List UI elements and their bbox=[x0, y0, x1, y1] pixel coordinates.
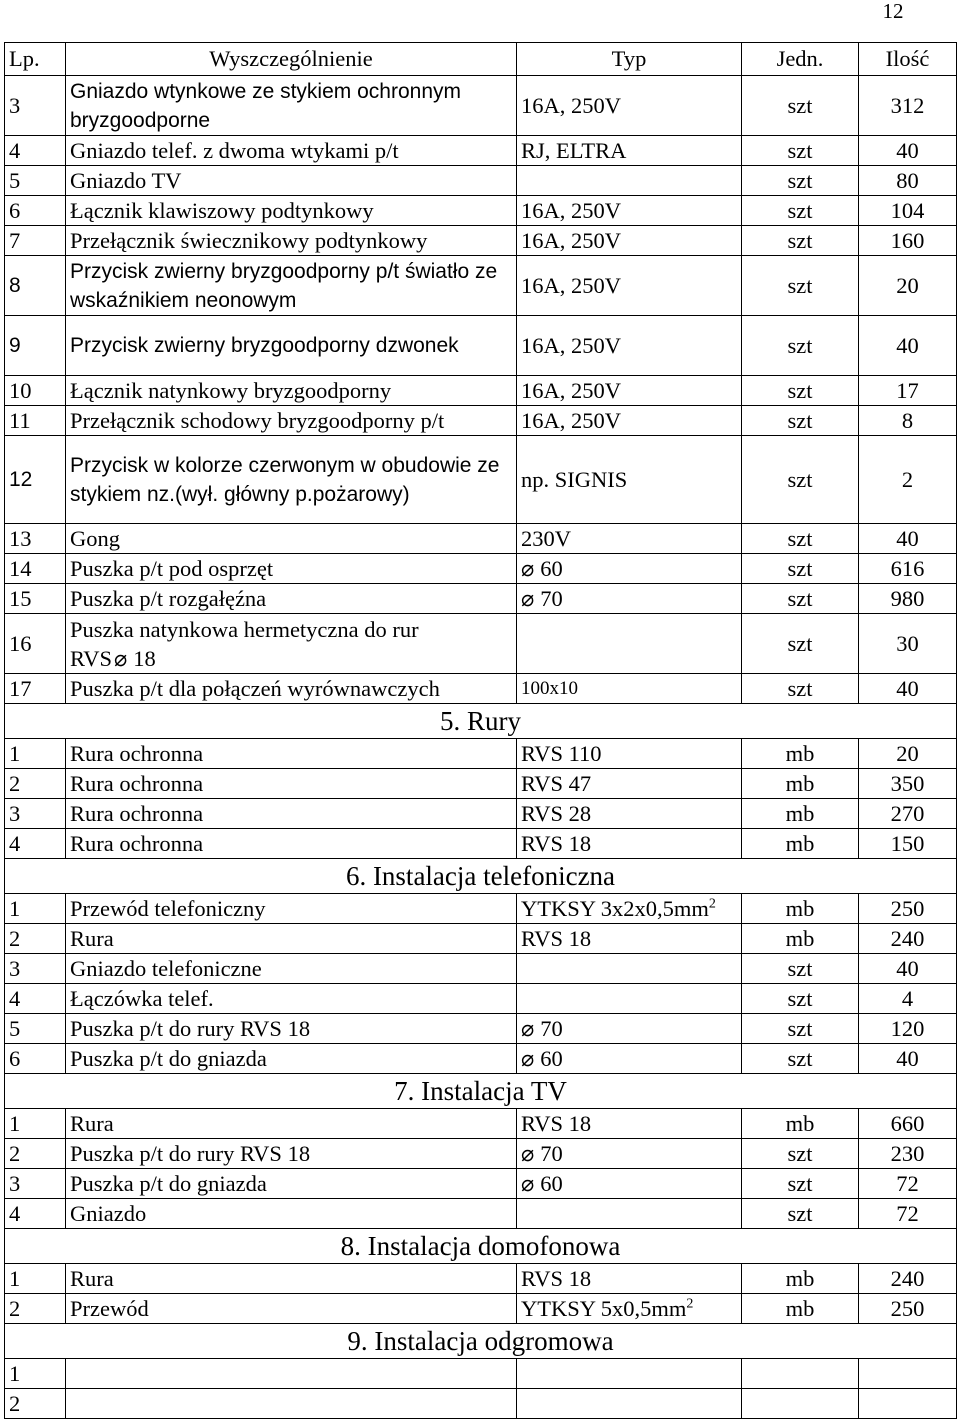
row-typ: RVS 18 bbox=[517, 829, 742, 859]
section-title: 8. Instalacja domofonowa bbox=[5, 1229, 957, 1264]
row-qty: 30 bbox=[859, 614, 957, 674]
row-qty: 8 bbox=[859, 406, 957, 436]
row-lp: 4 bbox=[5, 829, 66, 859]
row-lp: 5 bbox=[5, 166, 66, 196]
row-desc: Puszka p/t rozgałęźna bbox=[66, 584, 517, 614]
row-desc: Przewód telefoniczny bbox=[66, 894, 517, 924]
row-lp: 2 bbox=[5, 1139, 66, 1169]
diameter-icon: ⌀ bbox=[521, 1015, 535, 1041]
row-desc: Rura bbox=[66, 1264, 517, 1294]
row-desc: Puszka p/t do gniazda bbox=[66, 1169, 517, 1199]
table-row bbox=[5, 954, 957, 984]
row-typ-value: 70 bbox=[540, 585, 563, 611]
table-row bbox=[5, 1199, 957, 1229]
row-qty: 72 bbox=[859, 1199, 957, 1229]
row-typ bbox=[517, 1169, 742, 1199]
row-lp: 2 bbox=[5, 1294, 66, 1324]
row-lp: 13 bbox=[5, 524, 66, 554]
table-row bbox=[5, 166, 957, 196]
row-desc: Rura ochronna bbox=[66, 739, 517, 769]
table-row bbox=[5, 674, 957, 704]
row-typ bbox=[517, 1199, 742, 1229]
table-row bbox=[5, 1044, 957, 1074]
table-row bbox=[5, 436, 957, 524]
row-lp: 3 bbox=[5, 76, 66, 136]
row-typ bbox=[517, 1389, 742, 1419]
section-title: 6. Instalacja telefoniczna bbox=[5, 859, 957, 894]
row-unit bbox=[742, 1359, 859, 1389]
diameter-icon: ⌀ bbox=[521, 555, 535, 581]
row-typ bbox=[517, 1139, 742, 1169]
row-desc: Puszka p/t pod osprzęt bbox=[66, 554, 517, 584]
table-row bbox=[5, 894, 957, 924]
row-qty: 104 bbox=[859, 196, 957, 226]
table-row bbox=[5, 376, 957, 406]
table-header-row bbox=[5, 43, 957, 76]
row-typ: RVS 18 bbox=[517, 924, 742, 954]
row-qty: 20 bbox=[859, 256, 957, 316]
header-unit: Jedn. bbox=[742, 43, 859, 76]
page-number: 12 bbox=[882, 0, 904, 23]
row-qty: 240 bbox=[859, 924, 957, 954]
row-desc: Przełącznik schodowy bryzgoodporny p/t bbox=[66, 406, 517, 436]
row-typ-value: YTKSY 3x2x0,5mm bbox=[521, 895, 709, 921]
row-lp: 17 bbox=[5, 674, 66, 704]
row-desc: Gong bbox=[66, 524, 517, 554]
diameter-icon: ⌀ bbox=[521, 1045, 535, 1071]
row-lp: 11 bbox=[5, 406, 66, 436]
row-lp: 1 bbox=[5, 739, 66, 769]
specification-table bbox=[4, 42, 957, 1419]
row-unit: mb bbox=[742, 1264, 859, 1294]
table-row bbox=[5, 76, 957, 136]
row-qty: 150 bbox=[859, 829, 957, 859]
row-typ: 16A, 250V bbox=[517, 316, 742, 376]
row-lp: 4 bbox=[5, 1199, 66, 1229]
row-typ: RVS 18 bbox=[517, 1264, 742, 1294]
table-row bbox=[5, 1294, 957, 1324]
row-qty: 40 bbox=[859, 316, 957, 376]
row-desc-size: 18 bbox=[133, 645, 156, 671]
row-lp: 3 bbox=[5, 954, 66, 984]
table-row bbox=[5, 1359, 957, 1389]
row-lp: 16 bbox=[5, 614, 66, 674]
row-unit: szt bbox=[742, 554, 859, 584]
table-row bbox=[5, 769, 957, 799]
row-lp: 6 bbox=[5, 196, 66, 226]
row-desc: Gniazdo telefoniczne bbox=[66, 954, 517, 984]
table-row bbox=[5, 1389, 957, 1419]
table-row bbox=[5, 924, 957, 954]
table-row bbox=[5, 614, 957, 674]
row-lp: 1 bbox=[5, 1109, 66, 1139]
row-lp: 5 bbox=[5, 1014, 66, 1044]
row-desc bbox=[66, 1389, 517, 1419]
row-lp: 8 bbox=[5, 256, 66, 316]
table-row bbox=[5, 554, 957, 584]
row-qty: 40 bbox=[859, 524, 957, 554]
section-header-row bbox=[5, 1074, 957, 1109]
table-row bbox=[5, 136, 957, 166]
row-typ: RVS 18 bbox=[517, 1109, 742, 1139]
diameter-icon: ⌀ bbox=[521, 585, 535, 611]
row-qty: 270 bbox=[859, 799, 957, 829]
row-desc: Gniazdo telef. z dwoma wtykami p/t bbox=[66, 136, 517, 166]
row-typ bbox=[517, 614, 742, 674]
row-unit: szt bbox=[742, 524, 859, 554]
row-typ: 16A, 250V bbox=[517, 226, 742, 256]
table-row bbox=[5, 1109, 957, 1139]
row-desc bbox=[66, 614, 517, 674]
section-header-row bbox=[5, 1229, 957, 1264]
row-desc: Rura ochronna bbox=[66, 829, 517, 859]
row-lp: 14 bbox=[5, 554, 66, 584]
table-row bbox=[5, 799, 957, 829]
row-qty: 160 bbox=[859, 226, 957, 256]
row-lp: 2 bbox=[5, 1389, 66, 1419]
table-row bbox=[5, 256, 957, 316]
row-qty: 240 bbox=[859, 1264, 957, 1294]
row-typ: np. SIGNIS bbox=[517, 436, 742, 524]
section-header-row bbox=[5, 1324, 957, 1359]
row-typ bbox=[517, 166, 742, 196]
row-unit: mb bbox=[742, 924, 859, 954]
row-unit: szt bbox=[742, 1139, 859, 1169]
row-unit: szt bbox=[742, 406, 859, 436]
diameter-icon: ⌀ bbox=[113, 645, 128, 671]
table-row bbox=[5, 584, 957, 614]
row-unit: mb bbox=[742, 1109, 859, 1139]
row-unit: szt bbox=[742, 376, 859, 406]
section-title: 5. Rury bbox=[5, 704, 957, 739]
row-desc: Przycisk zwierny bryzgoodporny p/t światło ze wskaźnikiem neonowym bbox=[66, 256, 517, 316]
row-qty: 40 bbox=[859, 954, 957, 984]
row-unit: szt bbox=[742, 316, 859, 376]
row-qty: 120 bbox=[859, 1014, 957, 1044]
row-unit: mb bbox=[742, 829, 859, 859]
row-unit: szt bbox=[742, 166, 859, 196]
row-qty: 980 bbox=[859, 584, 957, 614]
section-title: 9. Instalacja odgromowa bbox=[5, 1324, 957, 1359]
row-unit: szt bbox=[742, 226, 859, 256]
row-desc-line2: RVS bbox=[70, 645, 112, 671]
diameter-icon: ⌀ bbox=[521, 1170, 535, 1196]
row-desc: Rura ochronna bbox=[66, 769, 517, 799]
table-row bbox=[5, 829, 957, 859]
row-unit: mb bbox=[742, 739, 859, 769]
row-lp: 6 bbox=[5, 1044, 66, 1074]
row-unit: szt bbox=[742, 954, 859, 984]
row-qty: 72 bbox=[859, 1169, 957, 1199]
row-desc: Gniazdo TV bbox=[66, 166, 517, 196]
row-lp: 9 bbox=[5, 316, 66, 376]
row-typ: 16A, 250V bbox=[517, 196, 742, 226]
row-typ-sup: 2 bbox=[686, 1296, 694, 1311]
row-lp: 1 bbox=[5, 1264, 66, 1294]
row-typ: 16A, 250V bbox=[517, 76, 742, 136]
row-qty: 230 bbox=[859, 1139, 957, 1169]
diameter-icon: ⌀ bbox=[521, 1140, 535, 1166]
row-desc: Przewód bbox=[66, 1294, 517, 1324]
row-qty: 17 bbox=[859, 376, 957, 406]
row-desc: Łącznik klawiszowy podtynkowy bbox=[66, 196, 517, 226]
row-desc: Puszka p/t do gniazda bbox=[66, 1044, 517, 1074]
row-qty: 350 bbox=[859, 769, 957, 799]
row-typ bbox=[517, 984, 742, 1014]
row-qty bbox=[859, 1389, 957, 1419]
row-unit: szt bbox=[742, 1044, 859, 1074]
row-unit: szt bbox=[742, 436, 859, 524]
row-unit: szt bbox=[742, 1014, 859, 1044]
row-qty: 20 bbox=[859, 739, 957, 769]
row-typ bbox=[517, 894, 742, 924]
row-qty: 616 bbox=[859, 554, 957, 584]
row-desc: Rura bbox=[66, 1109, 517, 1139]
row-qty: 40 bbox=[859, 136, 957, 166]
row-qty bbox=[859, 1359, 957, 1389]
row-typ bbox=[517, 1359, 742, 1389]
row-desc: Rura bbox=[66, 924, 517, 954]
row-unit: szt bbox=[742, 584, 859, 614]
row-qty: 250 bbox=[859, 894, 957, 924]
table-row bbox=[5, 1139, 957, 1169]
table-row bbox=[5, 196, 957, 226]
table-row bbox=[5, 1014, 957, 1044]
row-lp: 3 bbox=[5, 799, 66, 829]
row-desc-line1: Puszka natynkowa hermetyczna do rur bbox=[70, 616, 419, 642]
row-desc bbox=[66, 1359, 517, 1389]
section-title: 7. Instalacja TV bbox=[5, 1074, 957, 1109]
row-unit: mb bbox=[742, 1294, 859, 1324]
row-lp: 4 bbox=[5, 984, 66, 1014]
row-typ: RVS 47 bbox=[517, 769, 742, 799]
row-unit: mb bbox=[742, 769, 859, 799]
row-typ: RVS 28 bbox=[517, 799, 742, 829]
row-unit: mb bbox=[742, 799, 859, 829]
row-typ bbox=[517, 554, 742, 584]
table-row bbox=[5, 1169, 957, 1199]
section-header-row bbox=[5, 859, 957, 894]
table-row bbox=[5, 406, 957, 436]
table-row bbox=[5, 984, 957, 1014]
row-qty: 250 bbox=[859, 1294, 957, 1324]
row-typ-sup: 2 bbox=[708, 896, 716, 911]
row-unit: szt bbox=[742, 984, 859, 1014]
row-unit: szt bbox=[742, 1199, 859, 1229]
row-unit: szt bbox=[742, 196, 859, 226]
row-desc: Puszka p/t do rury RVS 18 bbox=[66, 1014, 517, 1044]
row-typ: RVS 110 bbox=[517, 739, 742, 769]
row-unit: mb bbox=[742, 894, 859, 924]
row-lp: 7 bbox=[5, 226, 66, 256]
row-typ: 100x10 bbox=[517, 674, 742, 704]
row-unit: szt bbox=[742, 614, 859, 674]
row-lp: 2 bbox=[5, 769, 66, 799]
row-desc: Puszka p/t dla połączeń wyrównawczych bbox=[66, 674, 517, 704]
row-typ bbox=[517, 584, 742, 614]
row-typ bbox=[517, 1014, 742, 1044]
row-qty: 2 bbox=[859, 436, 957, 524]
table-row bbox=[5, 226, 957, 256]
row-desc: Gniazdo wtynkowe ze stykiem ochronnym bryzgoodporne bbox=[66, 76, 517, 136]
row-unit: szt bbox=[742, 136, 859, 166]
row-lp: 15 bbox=[5, 584, 66, 614]
row-typ bbox=[517, 1044, 742, 1074]
row-desc: Przycisk zwierny bryzgoodporny dzwonek bbox=[66, 316, 517, 376]
row-typ-value: 60 bbox=[540, 1045, 563, 1071]
row-desc: Rura ochronna bbox=[66, 799, 517, 829]
header-lp: Lp. bbox=[5, 43, 66, 76]
row-typ bbox=[517, 954, 742, 984]
table-row bbox=[5, 1264, 957, 1294]
header-typ: Typ bbox=[517, 43, 742, 76]
row-lp: 3 bbox=[5, 1169, 66, 1199]
table-row bbox=[5, 316, 957, 376]
row-typ-value: 60 bbox=[540, 555, 563, 581]
row-unit: szt bbox=[742, 1169, 859, 1199]
row-desc: Łącznik natynkowy bryzgoodporny bbox=[66, 376, 517, 406]
row-lp: 1 bbox=[5, 1359, 66, 1389]
row-lp: 4 bbox=[5, 136, 66, 166]
row-desc: Gniazdo bbox=[66, 1199, 517, 1229]
row-desc: Puszka p/t do rury RVS 18 bbox=[66, 1139, 517, 1169]
row-lp: 10 bbox=[5, 376, 66, 406]
row-qty: 660 bbox=[859, 1109, 957, 1139]
header-desc: Wyszczególnienie bbox=[66, 43, 517, 76]
row-typ-value: YTKSY 5x0,5mm bbox=[521, 1295, 687, 1321]
row-typ: RJ, ELTRA bbox=[517, 136, 742, 166]
row-desc: Przycisk w kolorze czerwonym w obudowie ze stykiem nz.(wył. główny p.pożarowy) bbox=[66, 436, 517, 524]
row-unit: szt bbox=[742, 674, 859, 704]
row-typ: 16A, 250V bbox=[517, 376, 742, 406]
row-typ bbox=[517, 1294, 742, 1324]
row-lp: 1 bbox=[5, 894, 66, 924]
row-qty: 40 bbox=[859, 674, 957, 704]
row-typ-value: 70 bbox=[540, 1015, 563, 1041]
row-typ-value: 70 bbox=[540, 1140, 563, 1166]
table-row bbox=[5, 739, 957, 769]
row-typ: 16A, 250V bbox=[517, 256, 742, 316]
row-typ: 16A, 250V bbox=[517, 406, 742, 436]
row-lp: 12 bbox=[5, 436, 66, 524]
header-qty: Ilość bbox=[859, 43, 957, 76]
row-unit: szt bbox=[742, 76, 859, 136]
row-lp: 2 bbox=[5, 924, 66, 954]
row-typ-value: 60 bbox=[540, 1170, 563, 1196]
row-qty: 312 bbox=[859, 76, 957, 136]
row-desc: Przełącznik świecznikowy podtynkowy bbox=[66, 226, 517, 256]
row-qty: 4 bbox=[859, 984, 957, 1014]
row-unit bbox=[742, 1389, 859, 1419]
section-header-row bbox=[5, 704, 957, 739]
table-row bbox=[5, 524, 957, 554]
row-typ: 230V bbox=[517, 524, 742, 554]
row-unit: szt bbox=[742, 256, 859, 316]
row-qty: 40 bbox=[859, 1044, 957, 1074]
row-desc: Łączówka telef. bbox=[66, 984, 517, 1014]
row-qty: 80 bbox=[859, 166, 957, 196]
